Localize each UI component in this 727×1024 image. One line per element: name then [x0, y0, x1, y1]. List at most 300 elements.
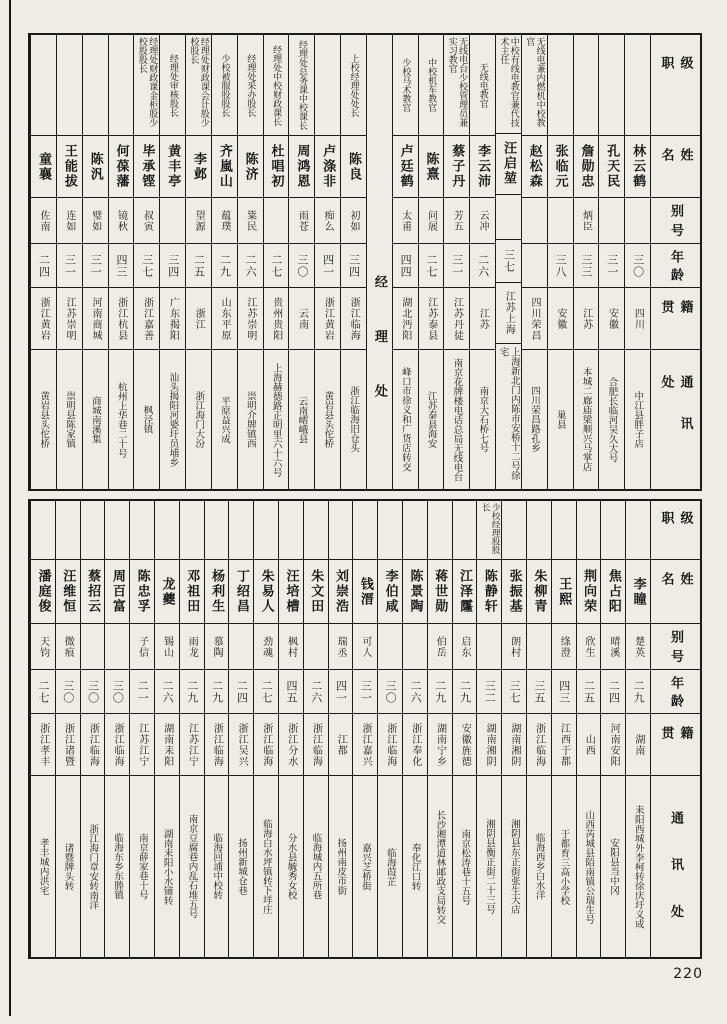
- rank-cell: [599, 35, 624, 135]
- name-cell: 王熙: [552, 559, 576, 623]
- name-cell: 刘崇浩: [329, 559, 353, 623]
- name-cell: 朱文田: [304, 559, 328, 623]
- person-column: [469, 35, 495, 489]
- address-cell: 奉化江口转: [403, 775, 427, 957]
- address-cell: 临海葭芷: [378, 775, 402, 957]
- person-column: [204, 501, 229, 957]
- native-cell: 河南商城: [83, 287, 108, 349]
- person-column: [133, 35, 159, 489]
- person-column: [547, 35, 573, 489]
- name-cell: 毕承铿: [134, 135, 159, 197]
- alias-cell: [477, 623, 501, 669]
- native-cell: 江苏丹徒: [444, 287, 469, 349]
- age-cell: 三七: [134, 243, 159, 287]
- rank-cell: [83, 35, 108, 135]
- age-cell: 四三: [552, 669, 576, 713]
- person-column: [314, 35, 340, 489]
- rank-cell: 经理处审核股长: [167, 53, 178, 117]
- rank-cell: [130, 501, 154, 559]
- address-cell: 耒阳西城外李柯转徐庆圩义成: [626, 775, 650, 957]
- name-cell: 卢廷鹤: [393, 135, 418, 197]
- address-cell: 湘阴县东正街张生大店: [502, 775, 526, 957]
- age-cell: 二七: [31, 669, 55, 713]
- person-column: [576, 501, 601, 957]
- native-cell: 浙江临海: [205, 713, 229, 775]
- age-cell: 四一: [329, 669, 353, 713]
- person-column: [30, 501, 55, 957]
- rank-cell: [625, 35, 650, 135]
- address-cell: 诸暨牌头转: [56, 775, 80, 957]
- native-cell: 江苏江宁: [180, 713, 204, 775]
- address-cell: 崇明县陈家镇: [57, 349, 82, 489]
- person-column: [154, 501, 179, 957]
- native-cell: 四川: [625, 287, 650, 349]
- address-cell: 江苏泰县海安: [419, 349, 444, 489]
- address-cell: 黄岩县头佗桥: [31, 349, 56, 489]
- section-divider-column: [366, 35, 392, 489]
- alias-cell: 镜秋: [109, 197, 134, 243]
- person-column: [55, 501, 80, 957]
- rank-cell: 经理处财政课金柜股少校股股长: [136, 37, 158, 127]
- age-cell: 三一: [57, 243, 82, 287]
- address-cell: 商城南溪集: [83, 349, 108, 489]
- rank-cell: 经理处总务课中校课长: [297, 40, 307, 130]
- age-cell: 二四: [601, 669, 625, 713]
- age-cell: 三一: [599, 243, 624, 287]
- alias-cell: 粊民: [238, 197, 263, 243]
- header-native: 籍贯: [651, 287, 700, 349]
- alias-cell: 瑞丞: [329, 623, 353, 669]
- rank-cell: 少校马术教官: [400, 58, 411, 112]
- table-header-column: [650, 35, 700, 489]
- name-cell: 潘庭俊: [31, 559, 55, 623]
- age-cell: 三二: [477, 669, 501, 713]
- alias-cell: 劲魂: [254, 623, 278, 669]
- name-cell: 李邺: [186, 135, 211, 197]
- native-cell: 湖南湘阴: [502, 713, 526, 775]
- age-cell: 四五: [279, 669, 303, 713]
- native-cell: 浙江临海: [527, 713, 551, 775]
- header-name: 姓名: [651, 135, 700, 197]
- page-number: 220: [673, 966, 703, 982]
- native-cell: 湖南宁乡: [428, 713, 452, 775]
- rank-cell: [31, 501, 55, 559]
- header-name: 姓名: [651, 559, 700, 623]
- address-cell: 枫泾镇: [134, 349, 159, 489]
- name-cell: 赵松森: [522, 135, 547, 197]
- age-cell: 二九: [212, 243, 237, 287]
- age-cell: 三五: [527, 669, 551, 713]
- name-cell: 杜唱初: [264, 135, 289, 197]
- alias-cell: 璧如: [83, 197, 108, 243]
- name-cell: 邓祖田: [180, 559, 204, 623]
- name-cell: 蔡子丹: [444, 135, 469, 197]
- alias-cell: [625, 197, 650, 243]
- rank-cell: [155, 501, 179, 559]
- alias-cell: 初如: [341, 197, 366, 243]
- native-cell: 湖南: [626, 713, 650, 775]
- person-column: [278, 501, 303, 957]
- person-column: [598, 35, 624, 489]
- address-cell: 黄岩县头佗桥: [315, 349, 340, 489]
- name-cell: 孔天民: [599, 135, 624, 197]
- person-column: [418, 35, 444, 489]
- person-column: [495, 35, 521, 489]
- alias-cell: [403, 623, 427, 669]
- alias-cell: 可人: [353, 623, 377, 669]
- rank-cell: 上校经理处处长: [348, 53, 359, 117]
- rank-cell: [453, 501, 477, 559]
- table-header-column: [650, 501, 700, 957]
- address-cell: 于都育三高小学校: [552, 775, 576, 957]
- rank-cell: [428, 501, 452, 559]
- alias-cell: 炳臣: [574, 197, 599, 243]
- age-cell: 二五: [186, 243, 211, 287]
- address-cell: 南京豆腐巷内乱石堆五号: [180, 775, 204, 957]
- native-cell: 江苏江宁: [130, 713, 154, 775]
- address-cell: 长沙湘潭道林邮政支局转交: [428, 775, 452, 957]
- age-cell: 二七: [254, 669, 278, 713]
- name-cell: 陈良: [341, 135, 366, 197]
- native-cell: 江苏上海: [496, 282, 521, 343]
- name-cell: 陈熹: [419, 135, 444, 197]
- name-cell: 汪启堃: [496, 133, 521, 194]
- name-cell: 龙夔: [155, 559, 179, 623]
- alias-cell: 痴么: [315, 197, 340, 243]
- rank-cell: [180, 501, 204, 559]
- native-cell: 浙江奉化: [403, 713, 427, 775]
- person-column: [402, 501, 427, 957]
- person-column: [30, 35, 56, 489]
- age-cell: 三〇: [625, 243, 650, 287]
- native-cell: 贵州贵阳: [264, 287, 289, 349]
- address-cell: 临海白水坪镇转下垟庄: [254, 775, 278, 957]
- address-cell: 嘉兴芝桥街: [353, 775, 377, 957]
- native-cell: 四川荣昌: [522, 287, 547, 349]
- native-cell: 浙江临海: [81, 713, 105, 775]
- name-cell: 陈静轩: [477, 559, 501, 623]
- native-cell: 浙江嘉善: [134, 287, 159, 349]
- person-column: [573, 35, 599, 489]
- alias-cell: 太甫: [393, 197, 418, 243]
- native-cell: 安徽旌德: [453, 713, 477, 775]
- rank-cell: 经理处中校财政课长: [271, 44, 282, 126]
- name-cell: 杨利生: [205, 559, 229, 623]
- person-column: [80, 501, 105, 957]
- address-cell: 平原益兴成: [212, 349, 237, 489]
- rank-cell: [353, 501, 377, 559]
- section-label: 经理处: [371, 275, 387, 439]
- alias-cell: 启东: [453, 623, 477, 669]
- person-column: [377, 501, 402, 957]
- person-column: [624, 35, 650, 489]
- address-cell: 浙江海门大汾: [186, 349, 211, 489]
- native-cell: 江苏: [470, 287, 495, 349]
- native-cell: 安徽: [599, 287, 624, 349]
- alias-cell: 锡山: [155, 623, 179, 669]
- person-column: [328, 501, 353, 957]
- name-cell: 张振基: [502, 559, 526, 623]
- person-column: [263, 35, 289, 489]
- name-cell: 汪培槽: [279, 559, 303, 623]
- alias-cell: 天钧: [31, 623, 55, 669]
- header-age: 年龄: [651, 243, 700, 287]
- person-column: [253, 501, 278, 957]
- rank-cell: [229, 501, 253, 559]
- native-cell: 江苏崇明: [57, 287, 82, 349]
- native-cell: 浙江临海: [341, 287, 366, 349]
- address-cell: 南京大石桥七号: [470, 349, 495, 489]
- rank-cell: 经理处财政课会计股少校股长: [188, 37, 209, 127]
- person-column: [129, 501, 154, 957]
- age-cell: 二六: [403, 669, 427, 713]
- alias-cell: [304, 623, 328, 669]
- age-cell: 三一: [444, 243, 469, 287]
- rank-cell: [315, 35, 340, 135]
- name-cell: 黄丰亭: [160, 135, 185, 197]
- header-native: 籍贯: [651, 713, 700, 775]
- name-cell: 齐嵐山: [212, 135, 237, 197]
- address-cell: 南京花牌楼电话总局无线电台: [444, 349, 469, 489]
- address-cell: 扬州南皮市街: [329, 775, 353, 957]
- address-cell: 浙江临海旧仓头: [341, 349, 366, 489]
- name-cell: 荆向荣: [577, 559, 601, 623]
- address-cell: 本城二廊庙梁顺兴马掌店: [574, 349, 599, 489]
- address-cell: 上海新北门内陈市安桥十二号徐宅: [496, 343, 521, 489]
- native-cell: 江西于都: [552, 713, 576, 775]
- age-cell: 三〇: [56, 669, 80, 713]
- age-cell: 二六: [155, 669, 179, 713]
- rank-cell: [57, 35, 82, 135]
- native-cell: 浙江黄岩: [315, 287, 340, 349]
- name-cell: 张临元: [548, 135, 573, 197]
- age-cell: [522, 243, 547, 287]
- native-cell: 浙江杭县: [109, 287, 134, 349]
- age-cell: 四四: [393, 243, 418, 287]
- alias-cell: 云冲: [470, 197, 495, 243]
- person-column: [185, 35, 211, 489]
- age-cell: 四三: [109, 243, 134, 287]
- alias-cell: 雨苍: [289, 197, 314, 243]
- person-column: [104, 501, 129, 957]
- address-cell: 汕头揭阳河婆圩员埔乡: [160, 349, 185, 489]
- alias-cell: [548, 197, 573, 243]
- person-column: [237, 35, 263, 489]
- age-cell: 三〇: [81, 669, 105, 713]
- address-cell: 中江县胖子店: [625, 349, 650, 489]
- address-cell: 崇明介牌镇西: [238, 349, 263, 489]
- age-cell: 三八: [548, 243, 573, 287]
- person-column: [452, 501, 477, 957]
- native-cell: 浙江分水: [279, 713, 303, 775]
- rank-cell: 无线电兼内燃机中校教官: [524, 37, 545, 127]
- age-cell: 二九: [205, 669, 229, 713]
- name-cell: 周百富: [105, 559, 129, 623]
- native-cell: 江苏泰县: [419, 287, 444, 349]
- name-cell: 王能拔: [57, 135, 82, 197]
- rank-cell: [527, 501, 551, 559]
- age-cell: 二九: [453, 669, 477, 713]
- age-cell: 二一: [130, 669, 154, 713]
- rank-cell: [552, 501, 576, 559]
- rank-cell: 无线电教官: [477, 62, 488, 108]
- native-cell: 浙江吴兴: [229, 713, 253, 775]
- header-rank: 级职: [658, 55, 693, 97]
- native-cell: 湖南湘阴: [477, 713, 501, 775]
- person-column: [392, 35, 418, 489]
- age-cell: 二六: [470, 243, 495, 287]
- rank-cell: [577, 501, 601, 559]
- alias-cell: 晴溪: [601, 623, 625, 669]
- rank-cell: [81, 501, 105, 559]
- alias-cell: 楚英: [626, 623, 650, 669]
- alias-cell: 绦澄: [552, 623, 576, 669]
- rank-cell: [304, 501, 328, 559]
- rank-cell: 中校有线电教官兼代技术主任: [498, 37, 519, 127]
- header-rank: 级职: [658, 510, 693, 536]
- alias-cell: [229, 623, 253, 669]
- rank-cell: [574, 35, 599, 135]
- name-cell: 陈忠孚: [130, 559, 154, 623]
- name-cell: 周鸿恩: [289, 135, 314, 197]
- name-cell: 陈济: [238, 135, 263, 197]
- personnel-table-top: [28, 33, 702, 491]
- name-cell: 李云沛: [470, 135, 495, 197]
- alias-cell: 朗村: [502, 623, 526, 669]
- name-cell: 卢涤非: [315, 135, 340, 197]
- person-column: [427, 501, 452, 957]
- rank-cell: 经理处采办股长: [245, 53, 256, 117]
- person-column: [443, 35, 469, 489]
- person-column: [625, 501, 650, 957]
- header-alias: 别号: [651, 623, 700, 669]
- person-column: [303, 501, 328, 957]
- native-cell: 浙江诸暨: [56, 713, 80, 775]
- alias-cell: 枫村: [279, 623, 303, 669]
- alias-cell: 芳五: [444, 197, 469, 243]
- name-cell: 焦占阳: [601, 559, 625, 623]
- age-cell: 二四: [229, 669, 253, 713]
- rank-cell: [502, 501, 526, 559]
- rank-cell: [279, 501, 303, 559]
- age-cell: 二五: [577, 669, 601, 713]
- rank-cell: 少校被服股股长: [219, 53, 230, 117]
- name-cell: 汪维恒: [56, 559, 80, 623]
- person-column: [228, 501, 253, 957]
- age-cell: 二九: [180, 669, 204, 713]
- native-cell: 浙江黄岩: [31, 287, 56, 349]
- name-cell: 丁绍昌: [229, 559, 253, 623]
- address-cell: 上海赫德路正明里六十六号: [264, 349, 289, 489]
- age-cell: 三七: [502, 669, 526, 713]
- age-cell: 二四: [31, 243, 56, 287]
- rank-cell: [105, 501, 129, 559]
- address-cell: 临海西乡白水洋: [527, 775, 551, 957]
- name-cell: 童襄: [31, 135, 56, 197]
- address-cell: 临海城内五所巷: [304, 775, 328, 957]
- person-column: [551, 501, 576, 957]
- alias-cell: [496, 194, 521, 239]
- alias-cell: 叔寅: [134, 197, 159, 243]
- alias-cell: [527, 623, 551, 669]
- address-cell: 南京松涛巷十五号: [453, 775, 477, 957]
- alias-cell: [599, 197, 624, 243]
- alias-cell: 伯岳: [428, 623, 452, 669]
- native-cell: 山东平原: [212, 287, 237, 349]
- age-cell: 二七: [419, 243, 444, 287]
- rank-cell: 少校经理股股长: [480, 503, 501, 554]
- name-cell: 朱柳青: [527, 559, 551, 623]
- address-cell: 杭州上华巷二十号: [109, 349, 134, 489]
- native-cell: 浙江临海: [105, 713, 129, 775]
- alias-cell: [160, 197, 185, 243]
- page-gutter-line: [9, 0, 11, 1016]
- rank-cell: [31, 35, 56, 135]
- person-column: [352, 501, 377, 957]
- alias-cell: [81, 623, 105, 669]
- person-column: [340, 35, 366, 489]
- age-cell: 二六: [304, 669, 328, 713]
- alias-cell: 佐南: [31, 197, 56, 243]
- person-column: [179, 501, 204, 957]
- name-cell: 李瞳: [626, 559, 650, 623]
- native-cell: 安徽: [548, 287, 573, 349]
- native-cell: 广东揭阳: [160, 287, 185, 349]
- personnel-table-bottom: [28, 499, 702, 959]
- rank-cell: [56, 501, 80, 559]
- rank-cell: [403, 501, 427, 559]
- native-cell: 浙江临海: [304, 713, 328, 775]
- age-cell: 三一: [83, 243, 108, 287]
- address-cell: 峰口市徐义和广货店转交: [393, 349, 418, 489]
- address-cell: 孝丰城内洪宅: [31, 775, 55, 957]
- age-cell: 二九: [626, 669, 650, 713]
- person-column: [288, 35, 314, 489]
- person-column: [56, 35, 82, 489]
- name-cell: 朱易人: [254, 559, 278, 623]
- address-cell: 山西芮城县陌南镇公瑞生号: [577, 775, 601, 957]
- address-cell: 浙江海门章安转南洋: [81, 775, 105, 957]
- header-address: 通讯处: [651, 349, 700, 489]
- name-cell: 蒋世勋: [428, 559, 452, 623]
- rank-cell: [601, 501, 625, 559]
- age-cell: 三四: [341, 243, 366, 287]
- rank-cell: [548, 35, 573, 135]
- address-cell: 临海回浦中校转: [205, 775, 229, 957]
- name-cell: 李伯咸: [378, 559, 402, 623]
- person-column: [501, 501, 526, 957]
- native-cell: 湖北沔阳: [393, 287, 418, 349]
- native-cell: 浙江孝丰: [31, 713, 55, 775]
- name-cell: 蔡招云: [81, 559, 105, 623]
- name-cell: 陈景陶: [403, 559, 427, 623]
- age-cell: 三三: [574, 243, 599, 287]
- native-cell: 山西: [577, 713, 601, 775]
- address-cell: 南京薛家巷十号: [130, 775, 154, 957]
- age-cell: 四一: [315, 243, 340, 287]
- age-cell: 三七: [496, 239, 521, 282]
- alias-cell: 慕陶: [205, 623, 229, 669]
- native-cell: 江苏崇明: [238, 287, 263, 349]
- alias-cell: [378, 623, 402, 669]
- alias-cell: 子信: [130, 623, 154, 669]
- alias-cell: 欣生: [577, 623, 601, 669]
- address-cell: 合肥长临河吴久大号: [599, 349, 624, 489]
- age-cell: 二六: [238, 243, 263, 287]
- native-cell: 浙江: [186, 287, 211, 349]
- alias-cell: 望源: [186, 197, 211, 243]
- native-cell: 浙江临海: [378, 713, 402, 775]
